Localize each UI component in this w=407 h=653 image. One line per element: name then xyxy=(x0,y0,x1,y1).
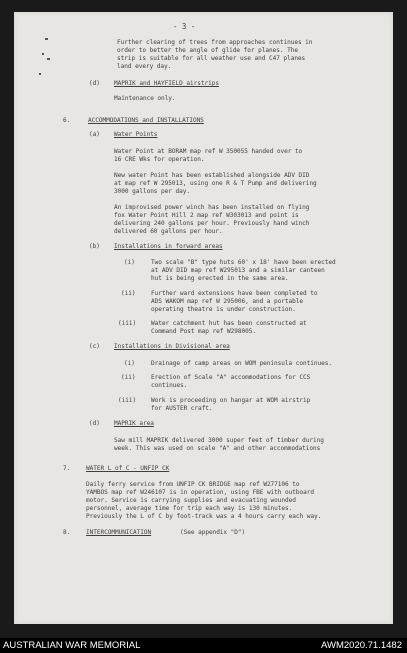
body-line: Maintenance only. xyxy=(114,95,176,102)
body-line: 16 CRE Wks for operation. xyxy=(114,156,205,163)
body-line: (See appendix "D") xyxy=(180,529,246,536)
body-line: Water Point at BORAM map ref W 350055 handed over to xyxy=(114,148,303,155)
body-line: 3000 gallons per day. xyxy=(114,188,190,195)
body-line: delivering 240 gallons per hour. Previously hand winch xyxy=(114,220,310,227)
page-number: - 3 - xyxy=(173,22,196,31)
sub-heading: Installations in Divisional area xyxy=(114,343,230,350)
body-line: Previously the L of C by foot-track was a 4 hours carry each way. xyxy=(86,513,322,520)
body-line: Work is proceeding on hangar at WOM airstrip xyxy=(151,397,311,404)
body-line: New water Point has been established alongside ADV DID xyxy=(114,172,310,179)
body-line: Water catchment hut has been constructed at xyxy=(151,320,307,327)
body-line: ADS WAKOM map ref W 295006, and a portable xyxy=(151,298,303,305)
sub-number: (d) xyxy=(89,80,100,87)
body-line: order to better the angle of glide for planes. The xyxy=(117,47,298,54)
body-line: Drainage of camp areas on WOM peninsula continues. xyxy=(151,360,332,367)
body-line: operating theatre is under construction. xyxy=(151,306,296,313)
section-number: 7. xyxy=(63,465,71,472)
body-line: Two scale "B" type huts 60' x 18' have been erected xyxy=(151,259,336,266)
body-line: Further ward extensions have been completed to xyxy=(151,290,318,297)
section-heading: WATER L of C - UNFIP CK xyxy=(86,465,170,472)
body-line: Command Post map ref W298005. xyxy=(151,328,256,335)
body-line: fox Water Point Hill 2 map ref W303013 and point is xyxy=(114,212,299,219)
item-number: (iii) xyxy=(118,320,137,327)
sub-heading: Installations in forward areas xyxy=(114,243,223,250)
body-line: week. This was used on scale "A" and other accommodations xyxy=(114,445,321,452)
item-number: (ii) xyxy=(121,374,136,381)
body-line: at map ref W 295013, using one R & T Pump and delivering xyxy=(114,180,317,187)
sub-number: (a) xyxy=(89,131,100,138)
section-number: 6. xyxy=(63,117,71,124)
sub-heading: MAPRIK and HAYFIELD airstrips xyxy=(114,80,219,87)
body-line: personnel, average time for trip each way is 130 minutes. xyxy=(86,505,293,512)
margin-mark xyxy=(45,38,48,40)
item-number: (i) xyxy=(124,360,135,367)
body-line: Further clearing of trees from approaches continues in xyxy=(117,39,313,46)
sub-heading: MAPRIK area xyxy=(114,420,154,427)
footer-source: AUSTRALIAN WAR MEMORIAL xyxy=(3,640,141,651)
item-number: (iii) xyxy=(118,397,137,404)
margin-mark xyxy=(42,53,44,55)
body-line: Daily ferry service from UNFIP CK BRIDGE map ref W277106 to xyxy=(86,481,300,488)
footer-bar xyxy=(0,638,407,653)
item-number: (ii) xyxy=(121,290,136,297)
body-line: hut is being erected in the same area. xyxy=(151,275,289,282)
margin-mark xyxy=(47,58,50,60)
section-heading: INTERCOMMUNICATION xyxy=(86,529,152,536)
body-line: for AUSTER craft. xyxy=(151,405,213,412)
body-line: delivered 60 gallons per hour. xyxy=(114,228,223,235)
sub-number: (c) xyxy=(89,343,100,350)
body-line: An improvised power winch has been installed on flying xyxy=(114,204,310,211)
section-heading: ACCOMMODATIONS and INSTALLATIONS xyxy=(88,117,204,124)
body-line: motor. Service is carrying supplies and evacuating wounded xyxy=(86,497,296,504)
body-line: YAMBOS map ref W246107 is in operation, using FBE with outboard xyxy=(86,489,314,496)
section-number: 8. xyxy=(63,529,71,536)
body-line: land every day. xyxy=(117,63,172,70)
body-line: at ADV DID map ref W295013 and a similar canteen xyxy=(151,267,325,274)
body-line: continues. xyxy=(151,382,188,389)
body-line: Erection of Scale "A" accommodations for CCS xyxy=(151,374,311,381)
sub-heading: Water Points xyxy=(114,131,158,138)
margin-mark xyxy=(39,73,41,75)
body-line: strip is suitable for all weather use and C47 planes xyxy=(117,55,306,62)
body-line: Saw mill MAPRIK delivered 3000 super feet of timber during xyxy=(114,437,324,444)
sub-number: (d) xyxy=(89,420,100,427)
footer-reference: AWM2020.71.1482 xyxy=(321,640,402,651)
sub-number: (b) xyxy=(89,243,100,250)
item-number: (i) xyxy=(124,259,135,266)
